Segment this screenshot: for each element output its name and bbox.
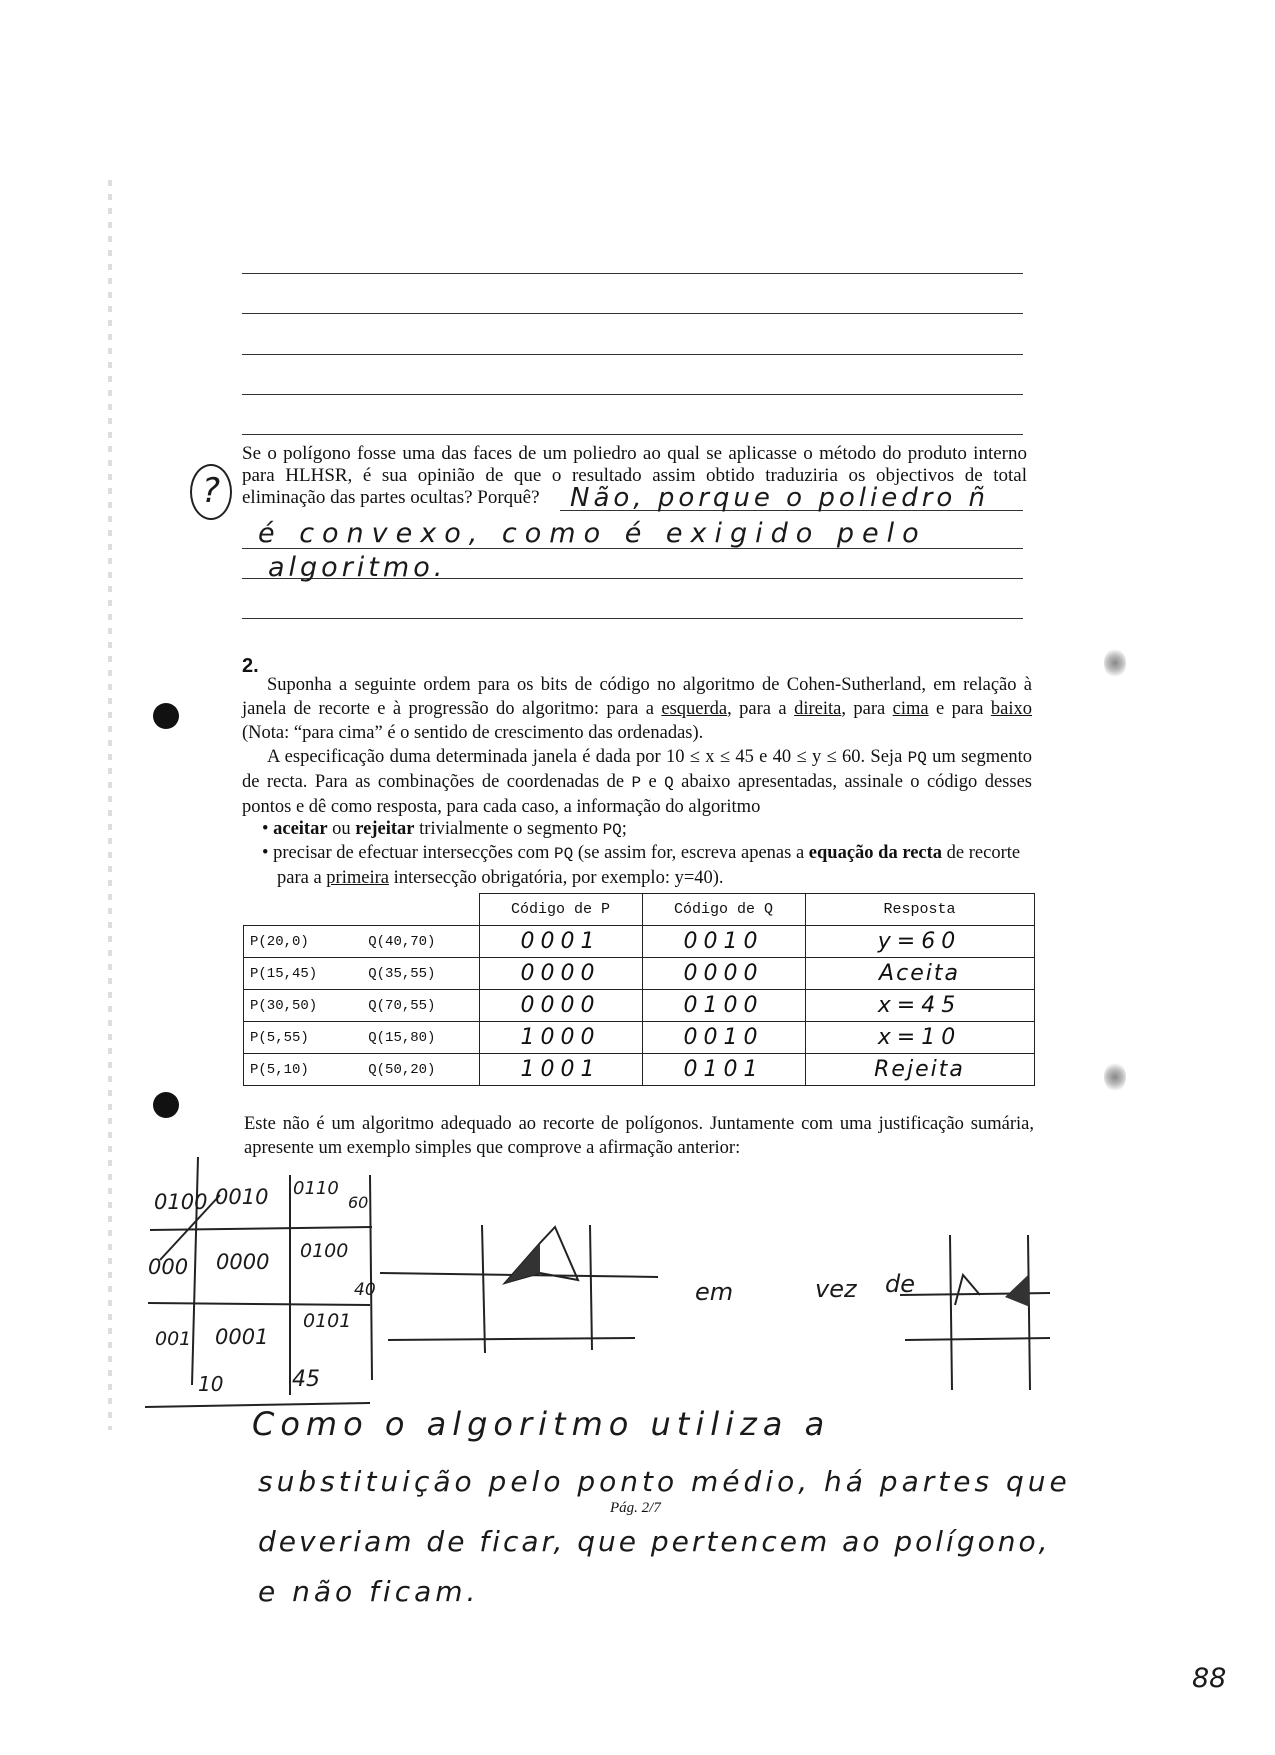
code-p-cell[interactable]: 0000 (479, 990, 642, 1022)
bullet1-mid: ou (327, 819, 356, 839)
answer-cell[interactable]: x=45 (805, 990, 1034, 1022)
code-q-cell[interactable]: 0100 (642, 990, 805, 1022)
table-header-row (244, 894, 1035, 926)
word-baixo: baixo (990, 699, 1033, 719)
code-q-cell[interactable]: 0000 (642, 958, 805, 990)
sketch-code: 0110 (293, 1178, 339, 1199)
right-margin-stamp-2 (1104, 1062, 1126, 1092)
bullet-dot: • (262, 819, 274, 839)
header-resposta: Resposta (805, 894, 1034, 926)
page-footer: Pág. 2/7 (610, 1500, 661, 1516)
between-word: em (695, 1278, 734, 1306)
sketch-code: 0000 (216, 1250, 270, 1274)
sketch-code: 000 (148, 1255, 189, 1279)
handwritten-page-number: 88 (1192, 1663, 1227, 1694)
sketch-axis-label: 45 (292, 1367, 320, 1392)
word-esquerda: esquerda (661, 699, 728, 719)
point-q: Q(35,55) (362, 958, 479, 990)
table-row (244, 1022, 1035, 1054)
sketch-code: 0100 (154, 1190, 208, 1214)
between-word: de (885, 1270, 915, 1298)
sketch-code: 0101 (303, 1310, 352, 1332)
handwritten-answer-line: é convexo, como é exigido pelo (258, 518, 927, 549)
code-q-cell[interactable]: 0010 (642, 1022, 805, 1054)
point-p: P(5,10) (244, 1054, 363, 1086)
sketch-axis-label: 60 (348, 1193, 369, 1212)
word-direita: direita (794, 699, 842, 719)
followup-question: Este não é um algoritmo adequado ao recorte de polígonos. Juntamente com uma justificação sumária, apresente um exemplo simples que comprove a afirmação anterior: (244, 1114, 1034, 1158)
table-row (244, 1054, 1035, 1086)
code-p-cell[interactable]: 1000 (479, 1022, 642, 1054)
punch-hole-bottom (153, 1092, 179, 1118)
point-q: Q(15,80) (362, 1022, 479, 1054)
punch-hole-top (153, 703, 179, 729)
clipping-sketch-left (380, 1225, 680, 1355)
para1-mid2: , para (841, 699, 893, 719)
sketch-code: 0010 (215, 1185, 269, 1209)
para2-pq: PQ (907, 749, 927, 767)
question-number: 2. (242, 655, 259, 677)
table-row (244, 990, 1035, 1022)
answer-cell[interactable]: Rejeita (805, 1054, 1034, 1086)
bullet-dot: • (262, 843, 274, 863)
header-code-p: Código de P (479, 894, 642, 926)
code-p-cell[interactable]: 1001 (479, 1054, 642, 1086)
answer-cell[interactable]: x=10 (805, 1022, 1034, 1054)
bullet1-pq: PQ (602, 821, 622, 839)
handwritten-justification: e não ficam. (258, 1575, 480, 1608)
handwritten-justification: Como o algoritmo utiliza a (252, 1405, 831, 1443)
bullet1-rejeitar: rejeitar (355, 819, 415, 839)
point-p: P(15,45) (244, 958, 363, 990)
para2-q: Q (664, 774, 674, 792)
table-row (244, 926, 1035, 958)
answer-line (242, 618, 1023, 619)
sketch-code: 0100 (300, 1240, 349, 1262)
point-p: P(20,0) (244, 926, 363, 958)
between-word: vez (815, 1275, 857, 1303)
table-row (244, 958, 1035, 990)
right-margin-stamp-1 (1104, 648, 1126, 678)
handwritten-answer-line: algoritmo. (268, 552, 447, 583)
bullet1-post: trivialmente o segmento (414, 819, 603, 839)
cohen-sutherland-table (243, 893, 1035, 1086)
sketch-axis-label: 40 (354, 1280, 376, 1300)
header-code-q: Código de Q (642, 894, 805, 926)
answer-cell[interactable]: y=60 (805, 926, 1034, 958)
bullet2-bold: equação da recta (808, 843, 943, 863)
handwritten-answer-line: Não, porque o poliedro ñ (570, 483, 990, 513)
answer-line (242, 394, 1023, 395)
handwritten-justification: substituição pelo ponto médio, há partes que (258, 1465, 1071, 1498)
bullet2-mid: (se assim for, escreva apenas a (573, 843, 809, 863)
sketch-code: 0001 (215, 1325, 269, 1349)
para2-p: P (631, 774, 642, 792)
code-p-cell[interactable]: 0000 (479, 958, 642, 990)
bullet1-aceitar: aceitar (273, 819, 328, 839)
point-q: Q(50,20) (362, 1054, 479, 1086)
answer-line (242, 434, 1023, 435)
point-p: P(30,50) (244, 990, 363, 1022)
para1-mid3: e para (928, 699, 991, 719)
bullet2-pre: precisar de efectuar intersecções com (273, 843, 555, 863)
word-cima: cima (892, 699, 929, 719)
answer-line (242, 313, 1023, 314)
para1-pre: Suponha a seguinte ordem para os bits de código no algoritmo de Cohen-Sutherland, em relação à janela de recorte e à progressão do algoritmo: para a (242, 675, 1032, 719)
code-p-cell[interactable]: 0001 (479, 926, 642, 958)
sketch-code: 001 (155, 1328, 192, 1350)
sketch-axis-label: 10 (198, 1372, 224, 1396)
bullet2-end: intersecção obrigatória, por exemplo: y=40). (388, 868, 724, 888)
para2-d: abaixo apresentadas, assinale o código desses pontos e dê como resposta, para cada caso, a informação do algoritmo (242, 772, 1032, 817)
bullet1-end: ; (621, 819, 627, 839)
point-q: Q(70,55) (362, 990, 479, 1022)
bullet-1 (262, 817, 1032, 842)
left-scan-edge (108, 180, 112, 1430)
answer-line (242, 354, 1023, 355)
clipping-sketch-right (900, 1235, 1060, 1395)
para2-c: e (641, 772, 665, 792)
handwritten-justification: deveriam de ficar, que pertencem ao polígono, (258, 1525, 1051, 1558)
point-q: Q(40,70) (362, 926, 479, 958)
para2-b: um segmento de recta. Para as combinações de coordenadas de (242, 747, 1032, 792)
point-p: P(5,55) (244, 1022, 363, 1054)
bullet2-pq: PQ (554, 845, 574, 863)
code-q-cell[interactable]: 0101 (642, 1054, 805, 1086)
bullet2-mid2: de recorte para a (277, 843, 1021, 888)
answer-cell[interactable]: Aceita (805, 958, 1034, 990)
code-q-cell[interactable]: 0010 (642, 926, 805, 958)
bullet2-first: primeira (326, 868, 389, 888)
question2-paragraph2 (242, 745, 1032, 819)
question1-text: Se o polígono fosse uma das faces de um poliedro ao qual se aplicasse o método do produto interno para HLHSR, é sua opinião de que o resultado assim obtido traduziria os objectivos de total eliminação das partes ocultas? Porquê? (242, 443, 1027, 508)
para2-a: A especificação duma determinada janela é dada por 10 ≤ x ≤ 45 e 40 ≤ y ≤ 60. Seja (267, 747, 908, 767)
question-mark-annotation: ? (190, 464, 232, 520)
table-corner (244, 894, 480, 926)
bullet-2 (262, 841, 1047, 890)
answer-line (242, 273, 1023, 274)
para1-post: (Nota: “para cima” é o sentido de crescimento das ordenadas). (242, 723, 704, 743)
para1-mid1: , para a (727, 699, 795, 719)
question2-paragraph1 (242, 673, 1032, 745)
